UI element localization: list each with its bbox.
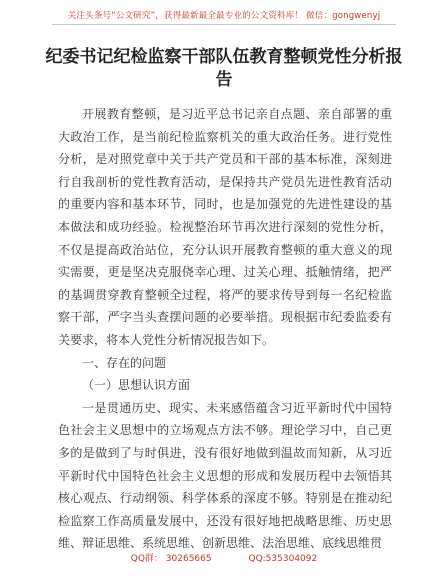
footer-qq: QQ:535304092: [248, 554, 318, 564]
body-paragraph: 一是贯通历史、现实、未来感悟蕴含习近平新时代中国特色社会主义思想中的立场观点方法不够。理论学习中，自己更多的是做到了与时俱进，没有很好地做到温故而知新，从习近平新时代中国特色社会主义思想的形成和发展历程中去领悟其核心观点、行动纲领、科学体系的深度不够。特别是在推动纪检监察工作高质量发展中，还没有很好地把战略思维、历史思维、辩证思维、系统思维、创新思维、法治思维、底线思维贯: [58, 400, 392, 551]
subsection-heading: （一）思想认识方面: [82, 378, 191, 393]
footer-contact: [0, 551, 448, 564]
header-divider: [52, 24, 396, 25]
document-body: [58, 103, 392, 555]
intro-paragraph: 开展教育整顿，是习近平总书记亲自点题、亲自部署的重大政治工作，是当前纪检监察机关的重大政治任务。进行党性分析，是对照党章中关于共产党员和干部的基本标准，深刻进行自我剖析的党性教育活动，是保持共产党员先进性教育活动的重要内容和基本环节，同时，也是加强党的先进性建设的基本做法和成功经验。检视整治环节再次进行深刻的党性分析，不仅是提高政治站位，充分认识开展教育整顿的重大意义的现实需要，更是坚决克服侥幸心理、过关心理、抵触情绪，把严的基调贯穿教育整顿全过程，将严的要求传导到每一名纪检监察干部，严字当头查摆问题的必要举措。现根据市纪委监委有关要求，将本人党性分析情况报告如下。: [58, 107, 392, 347]
header-banner: 关注头条号“公文研究”，获得最新最全最专业的公文资料库！ 微信：gongwenyj: [67, 11, 381, 21]
footer-qq-group: QQ群： 30265665: [130, 554, 212, 564]
section-heading: 一、存在的问题: [82, 355, 167, 370]
document-title: 纪委书记纪检监察干部队伍教育整顿党性分析报告: [45, 47, 403, 90]
